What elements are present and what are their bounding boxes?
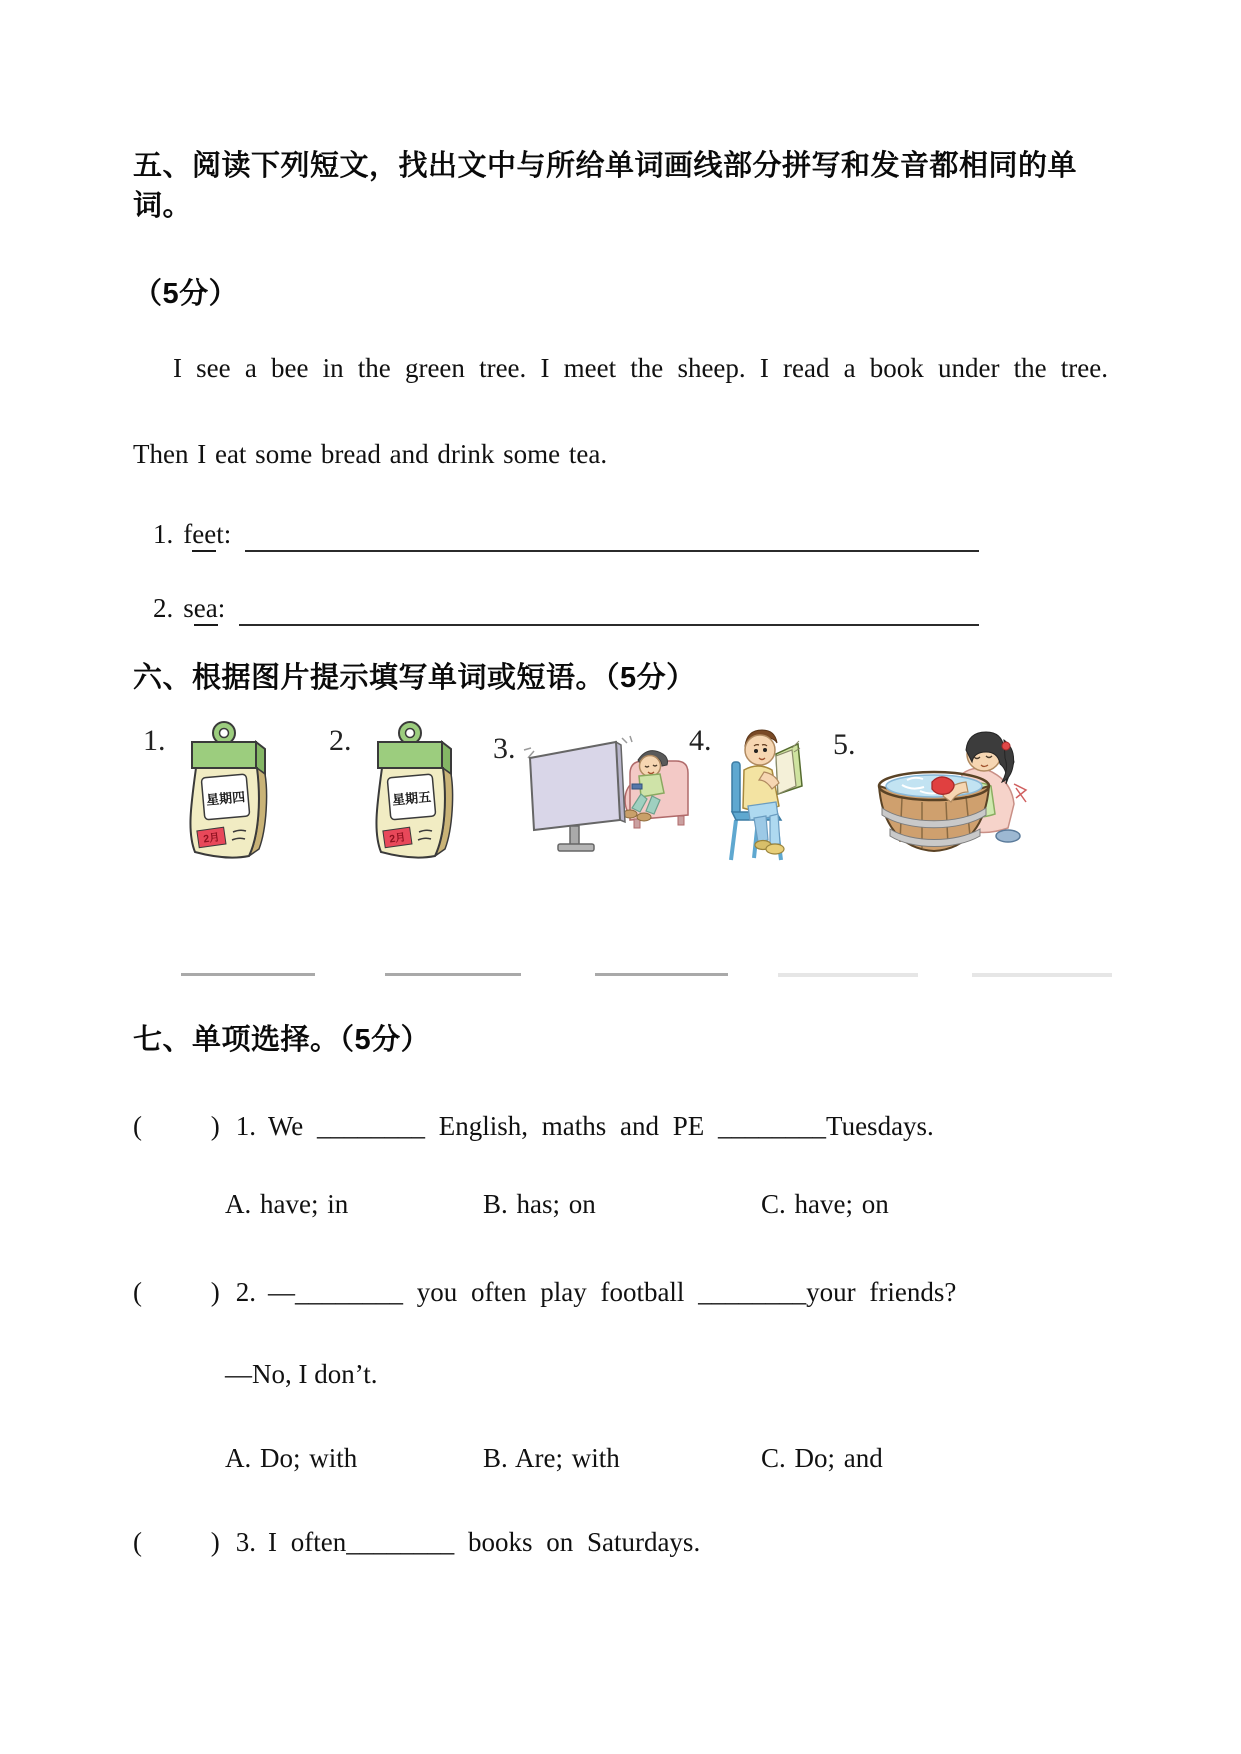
underlined-letters: ea	[194, 593, 218, 626]
calendar-month-label: 2月	[388, 831, 406, 846]
question-number: 1.	[235, 1111, 256, 1141]
section5-score: （5分）	[133, 278, 239, 310]
calendar-day-label: 星期四	[205, 789, 246, 808]
picture-number: 3.	[493, 732, 516, 765]
picture-item-5	[833, 724, 1042, 862]
passage-line-2: Then I eat some bread and drink some tea.	[133, 439, 608, 469]
picture-answer-line	[181, 973, 315, 976]
underlined-letters: ee	[192, 519, 216, 552]
answer-bracket: ( )	[133, 1277, 220, 1307]
read-books-image	[718, 720, 822, 868]
question-1	[133, 1108, 1108, 1144]
question-2-options	[133, 1440, 1108, 1476]
answer-line	[239, 594, 979, 626]
option-a: A. Do; with	[225, 1443, 358, 1473]
question-text: —________ you often play football ________your friends?	[267, 1277, 957, 1307]
option-a: A. have; in	[225, 1189, 349, 1219]
picture-number: 1.	[143, 724, 166, 757]
question-number: 3.	[235, 1527, 256, 1557]
picture-item-2	[329, 720, 462, 870]
answer-line	[245, 520, 979, 552]
watch-tv-image	[522, 728, 690, 856]
fill-item-feet: 1. feet :	[133, 516, 979, 552]
picture-item-1	[143, 720, 276, 870]
calendar-month-label: 2月	[202, 831, 220, 846]
section5-heading: 五、阅读下列短文，找出文中与所给单词画线部分拼写和发音都相同的单词。	[133, 150, 1078, 222]
section7-heading: 七、单项选择。（5分）	[133, 1024, 431, 1056]
section6-heading: 六、根据图片提示填写单词或短语。（5分）	[133, 662, 696, 694]
picture-answer-line	[972, 973, 1112, 977]
picture-row	[133, 720, 1108, 1020]
picture-answer-line	[595, 973, 728, 976]
calendar-day-label: 星期五	[391, 789, 432, 808]
picture-answer-line	[385, 973, 521, 976]
picture-item-3	[493, 728, 690, 856]
calendar-friday-image	[358, 720, 462, 870]
item-number: 2.	[153, 593, 174, 623]
question-2	[133, 1274, 1108, 1310]
option-b: B. has; on	[483, 1189, 596, 1219]
picture-number: 2.	[329, 724, 352, 757]
question-1-options	[133, 1186, 1108, 1222]
question-3	[133, 1524, 1108, 1560]
question-number: 2.	[235, 1277, 256, 1307]
wash-clothes-image	[862, 724, 1042, 862]
option-c: C. have; on	[761, 1189, 889, 1219]
question-2-reply: —No, I don’t.	[225, 1359, 378, 1389]
fill-item-sea: 2. sea :	[133, 590, 979, 626]
picture-number: 4.	[689, 724, 712, 757]
cue-word-sea: sea	[183, 590, 217, 626]
picture-item-4	[689, 720, 822, 868]
cue-word-feet: feet	[183, 516, 223, 552]
question-text: We ________ English, maths and PE ________Tuesdays.	[267, 1111, 934, 1141]
passage-line-1: I see a bee in the green tree. I meet the sheep. I read a book under the tree.	[173, 353, 1108, 383]
calendar-thursday-image	[172, 720, 276, 870]
option-b: B. Are; with	[483, 1443, 620, 1473]
answer-bracket: ( )	[133, 1111, 220, 1141]
item-number: 1.	[153, 519, 174, 549]
question-text: I often________ books on Saturdays.	[267, 1527, 701, 1557]
picture-number: 5.	[833, 728, 856, 761]
option-c: C. Do; and	[761, 1443, 883, 1473]
picture-answer-line	[778, 973, 918, 977]
answer-bracket: ( )	[133, 1527, 220, 1557]
